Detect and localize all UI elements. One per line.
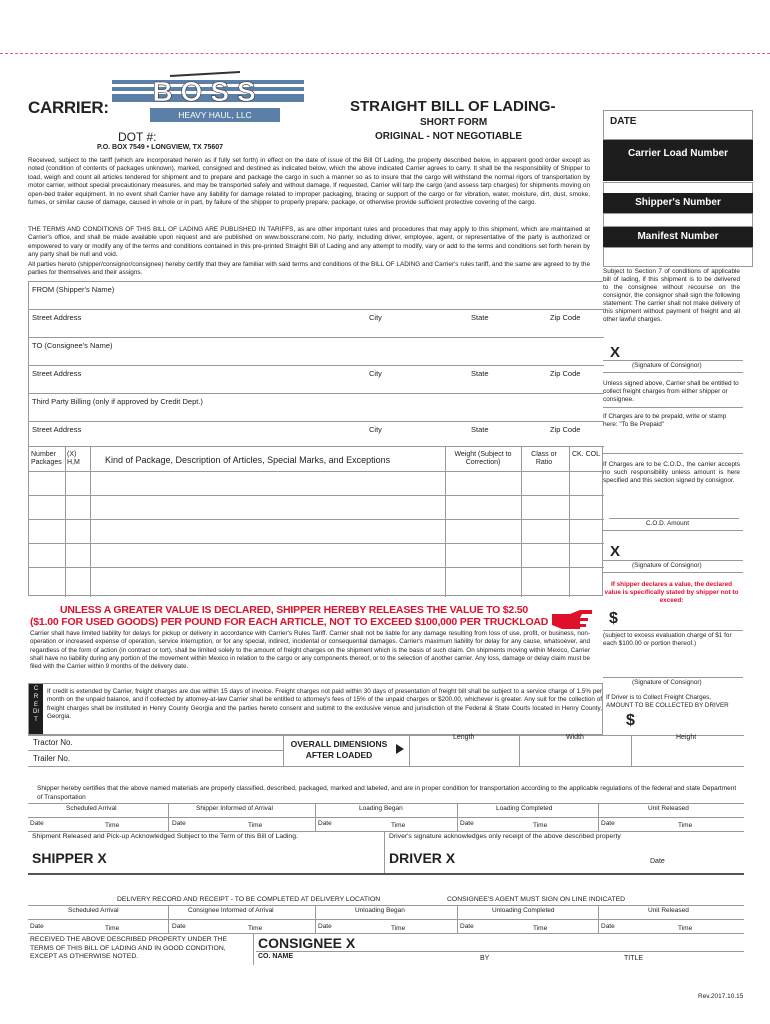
consignor-x2: X: [610, 543, 621, 560]
consignor-x1: X: [610, 344, 621, 361]
tractor-no[interactable]: Tractor No.: [33, 738, 73, 747]
delivery-time-3[interactable]: Time: [391, 925, 406, 932]
pickup-began: Loading Began: [359, 805, 403, 812]
driver-collect-dollar: $: [626, 712, 635, 729]
driver-sig-note: Driver's signature acknowledges only receipt of the above described property: [389, 833, 621, 840]
arrow-right-icon: [395, 744, 405, 754]
credit-text: If credit is extended by Carrier, freight charges are due within 15 days of invoice. Freight charges not paid within 30 days of presentation of freight bill shall be subject to a service charge of 1.5% per month on the unpaid balance, and if collected by attorney-at-law Carrier shall be entitled to attorney's fees of 15% of the unpaid charges or $200.00, whichever is greater. Any suit for the collection of freight charges shall be instituted in Henry County Georgia and the parties hereto consent and submit to the exclusive venue and jurisdiction of the Federal & State Courts located in Henry County, Georgia.: [47, 688, 602, 720]
unless-signed-text: Unless signed above, Carrier shall be entitled to collect freight charges from either shipper or consignee.: [603, 380, 739, 403]
delivery-released: Unit Released: [648, 907, 689, 914]
pickup-date-4[interactable]: Date: [460, 820, 474, 827]
delivery-time-4[interactable]: Time: [533, 925, 548, 932]
pickup-time-2[interactable]: Time: [248, 822, 263, 829]
terms-para-2: THE TERMS AND CONDITIONS OF THIS BILL OF LADING ARE PUBLISHED IN TARIFFS, as are other important rules and procedures that may apply to this shipment, which are maintained at Carrier's office, and shall be made available upon request and are published on www.bosscrane.com. No party, including driver, employee, agent, or representative of the party is authorized or empowered to vary or modify any of the terms and conditions contained in this pre-printed Straight Bill of Lading and any attempt to modify, vary or add to the terms and conditions set forth herein by any party shall be null and void.: [28, 226, 590, 259]
to-address-row[interactable]: Street Address City State Zip Code: [29, 366, 604, 394]
declared-dollar: $: [609, 610, 618, 627]
pickup-informed: Shipper Informed of Arrival: [196, 805, 273, 812]
excess-text: (subject to excess evaluation charge of $1 for each $100.00 or portion thereof.): [603, 632, 732, 647]
articles-table: [28, 446, 603, 596]
sig-consignor-3: (Signature of Consignor): [632, 679, 702, 686]
consignee-signature[interactable]: CONSIGNEE X: [258, 935, 356, 951]
pickup-date-2[interactable]: Date: [172, 820, 186, 827]
col-class: Class or Ratio: [531, 451, 557, 466]
delivery-scheduled: Scheduled Arrival: [68, 907, 119, 914]
address-form: [28, 281, 603, 446]
release-banner-1: UNLESS A GREATER VALUE IS DECLARED, SHIPPER HEREBY RELEASES THE VALUE TO $2.50: [60, 604, 529, 616]
delivery-heading: DELIVERY RECORD AND RECEIPT - TO BE COMPLETED AT DELIVERY LOCATION: [117, 896, 381, 903]
cod-text: If Charges are to be C.O.D., the carrier accepts no such responsibility unless amount is here specified and this section signed by consignor.: [603, 461, 740, 484]
pointing-hand-icon: [550, 606, 594, 630]
from-address-row[interactable]: Street Address City State Zip Code: [29, 310, 604, 338]
carrier-label: CARRIER:: [28, 98, 109, 117]
delivery-began: Unloading Began: [355, 907, 405, 914]
certify-text: Shipper hereby certifies that the above named materials are properly classified, described, packaged, marked and labeled, and are in proper condition for transportation according to the applicable regulations of the federal and state Department of Transportation: [37, 785, 737, 801]
boss-logo: [110, 70, 306, 128]
consignee-heading: CONSIGNEE'S AGENT MUST SIGN ON LINE INDICATED: [447, 896, 626, 903]
svg-text:BOSS: BOSS: [152, 76, 264, 107]
trailer-no[interactable]: Trailer No.: [33, 754, 71, 763]
third-party-address-row[interactable]: Street Address City State Zip Code: [29, 422, 604, 447]
release-banner-2: ($1.00 FOR USED GOODS) PER POUND FOR EACH ARTICLE, NOT TO EXCEED $100,000 PER TRUCKLOAD: [30, 616, 549, 628]
length-label[interactable]: Length: [453, 734, 475, 741]
delivery-grid: [28, 905, 744, 965]
manifest-number[interactable]: Manifest Number: [603, 227, 753, 247]
col-number-packages: Number Packages: [31, 451, 62, 466]
original-label: ORIGINAL - NOT NEGOTIABLE: [375, 131, 523, 142]
delivery-date-2[interactable]: Date: [172, 923, 186, 930]
delivery-date-1[interactable]: Date: [30, 923, 44, 930]
carrier-load-number[interactable]: Carrier Load Number: [603, 140, 753, 182]
height-label[interactable]: Height: [676, 734, 697, 741]
pickup-released: Unit Released: [648, 805, 689, 812]
driver-collect-text: If Driver is to Collect Freight Charges, AMOUNT TO BE COLLECTED BY DRIVER: [606, 694, 729, 709]
col-ck: CK. COL: [571, 451, 600, 458]
po-box: P.O. BOX 7549 • LONGVIEW, TX 75607: [97, 144, 224, 151]
pickup-time-4[interactable]: Time: [533, 822, 548, 829]
pickup-date-3[interactable]: Date: [318, 820, 332, 827]
top-border: [0, 53, 770, 54]
to-row[interactable]: TO (Consignee's Name): [29, 338, 604, 366]
credit-box: [28, 683, 603, 735]
delivery-date-5[interactable]: Date: [601, 923, 615, 930]
col-kind: Kind of Package, Description of Articles, Special Marks, and Exceptions: [105, 455, 391, 465]
delivery-date-4[interactable]: Date: [460, 923, 474, 930]
from-row[interactable]: FROM (Shipper's Name): [29, 282, 604, 310]
dot-number-label: DOT #:: [118, 130, 157, 144]
pickup-time-3[interactable]: Time: [391, 822, 406, 829]
col-hm: (X) H,M: [67, 451, 80, 466]
declared-value-text: If shipper declares a value, the declared value is specifically stated by shipper not to exceed:: [604, 581, 739, 604]
delivery-completed: Unloading Completed: [492, 907, 555, 914]
delivery-time-1[interactable]: Time: [105, 925, 120, 932]
delivery-time-5[interactable]: Time: [678, 925, 693, 932]
terms-para-1: Received, subject to the tariff (which are incorporated herein as if fully set forth) in effect on the date of issue of the Bill Of Lading, the property described below, in apparent good order except as noted (condition of contents of packages unknown), marked, consigned and destined as indicated below, which the above indicated Carrier agrees to carry. It shall be the responsibility of Shipper to load, weigh and count all articles tendered for shipment and to prepare and package the cargo in such a manner so as to insure that the cargo will withstand the normal rigors of transportation by motor carrier, without special precautionary measures, and may be transported safely and without damage. If requested, Carrier will tarp the cargo (and assess tarp charges) for shipments moving on open-bed trailer equipment. In no event shall Carrier have any liability for damage related to improper packaging, bracing or support of the cargo or for vibration, water, moisture, dirt, dust, smoke, fumes, or similar cause of damage, caused in whole or in part, by failure of the shipper to properly prepare, package, or otherwise provide sufficient protective covering of the cargo.: [28, 157, 590, 207]
pickup-completed: Loading Completed: [496, 805, 553, 812]
revision: Rev.2017.10.15: [698, 993, 744, 1000]
terms-para-3: All parties hereto (shipper/consignor/consignee) hereby certify that they are familiar with said terms and conditions of the BILL OF LADING and Carrier's rules tariff, and the same are agreed to by the parties for themselves and their assigns.: [28, 261, 590, 277]
shipper-signature[interactable]: SHIPPER X: [32, 850, 107, 866]
sig-consignor-1: (Signature of Consignor): [632, 362, 702, 369]
credit-label: CREDIT: [33, 686, 39, 724]
short-form: SHORT FORM: [420, 117, 488, 128]
width-label[interactable]: Width: [566, 734, 584, 741]
pickup-date-1[interactable]: Date: [30, 820, 44, 827]
shipment-released: Shipment Released and Pick-up Acknowledged Subject to the Term of this Bill of Lading.: [32, 833, 298, 840]
prepaid-text: If Charges are to be prepaid, write or stamp here: "To Be Prepaid": [603, 413, 727, 428]
date-box[interactable]: [603, 110, 753, 140]
cod-amount: C.O.D. Amount: [646, 520, 689, 527]
overall-dimensions: OVERALL DIMENSIONS AFTER LOADED: [290, 739, 388, 760]
title-label[interactable]: TITLE: [624, 955, 644, 962]
driver-signature[interactable]: DRIVER X: [389, 850, 456, 866]
section7-text: Subject to Section 7 of conditions of applicable bill of lading, if this shipment is to be delivered to the consignee without recourse on the consignor, the consignor shall sign the following statement: The carrier shall not make delivery of this shipment without payment of freight and all other lawful charges.: [603, 268, 740, 323]
manifest-number-field[interactable]: [603, 247, 753, 267]
shippers-number-field[interactable]: [603, 213, 753, 227]
pickup-date-5[interactable]: Date: [601, 820, 615, 827]
date-label: DATE: [610, 116, 637, 127]
pickup-grid: [28, 803, 744, 873]
pickup-time-1[interactable]: Time: [105, 822, 120, 829]
sig-consignor-2: (Signature of Consignor): [632, 562, 702, 569]
svg-text:HEAVY HAUL, LLC: HEAVY HAUL, LLC: [178, 110, 252, 120]
third-party-row[interactable]: Third Party Billing (only if approved by Credit Dept.): [29, 394, 604, 422]
co-name[interactable]: CO. NAME: [258, 953, 293, 960]
delivery-informed: Consignee Informed of Arrival: [188, 907, 274, 914]
by-label[interactable]: BY: [480, 955, 490, 962]
pickup-scheduled: Scheduled Arrival: [66, 805, 117, 812]
delivery-time-2[interactable]: Time: [248, 925, 263, 932]
received-text: RECEIVED THE ABOVE DESCRIBED PROPERTY UNDER THE TERMS OF THIS BILL OF LADING AND IN GOOD CONDITION, EXCEPT AS OTHERWISE NOTED.: [30, 936, 228, 960]
driver-sig-date[interactable]: Date: [650, 858, 665, 865]
liability-text: Carrier shall have limited liability for delays for pickup or delivery in accordance with Carrier's Rules Tariff. Carrier shall not be liable for any damage resulting from loss of use, profit, or business, non-operation or increased expense of operation, service interruption, or for any special, indirect, incidental or consequential damages. Carrier's maximum liability for delay for any cause, whatsoever, and regardless of the form of action (in contract or tort), shall be limited solely to the amount of freight charges on the shipment which is the basis of such claim. On shipments moving within Mexico, Carrier shall have no liability during any portion of the movement within Mexico in relation to the cargo or any components thereof, or to the selection of another carrier. Any loss, damage or delay claim must be filed with the Carrier within 9 months of the delivery date.: [30, 630, 590, 671]
col-weight: Weight (Subject to Correction): [454, 451, 512, 466]
shippers-number[interactable]: Shipper's Number: [603, 193, 753, 213]
delivery-date-3[interactable]: Date: [318, 923, 332, 930]
pickup-time-5[interactable]: Time: [678, 822, 693, 829]
document-title: STRAIGHT BILL OF LADING-: [350, 98, 556, 115]
